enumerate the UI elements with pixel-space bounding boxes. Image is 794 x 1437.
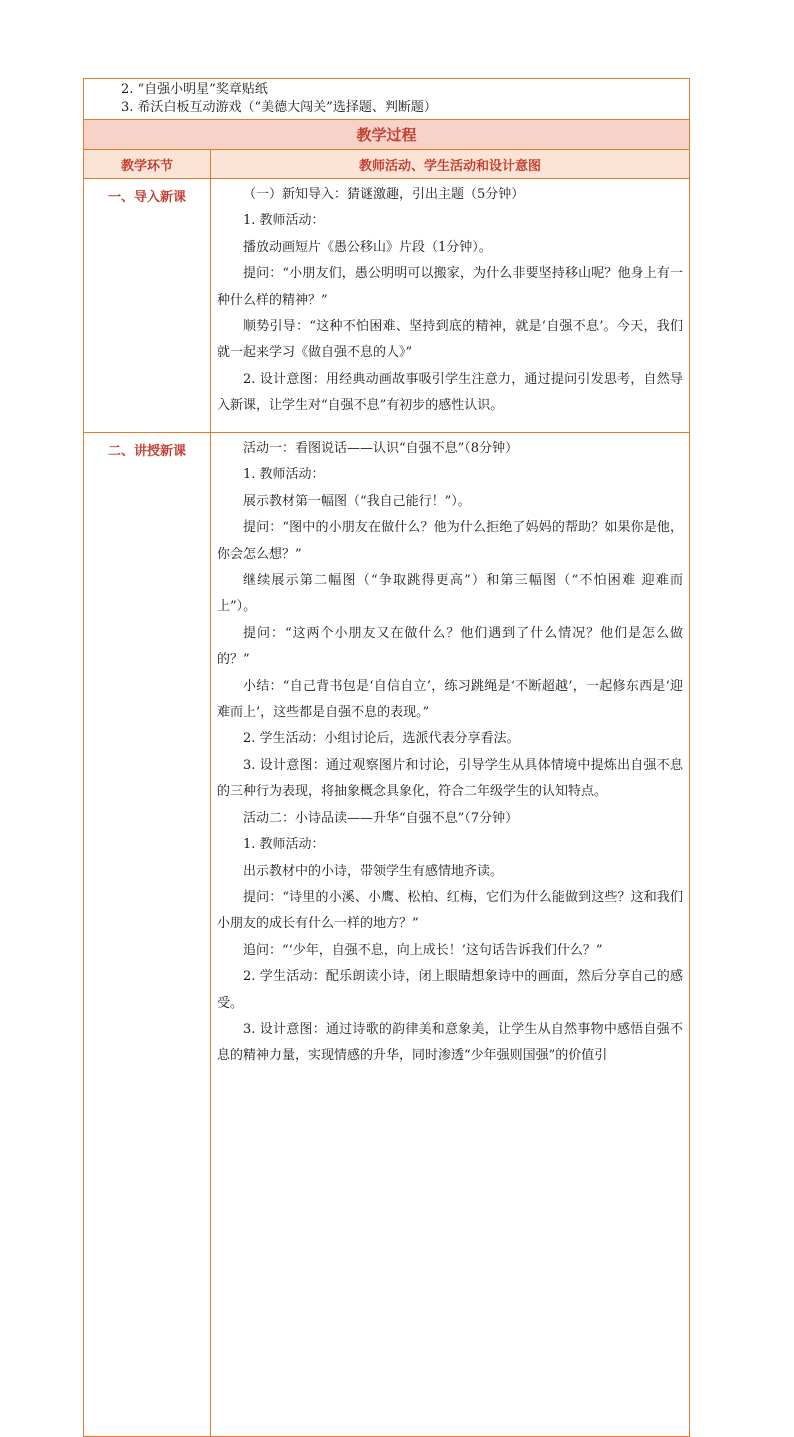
- stage-name: 二、讲授新课: [84, 433, 211, 1437]
- content-paragraph: 2. 学生活动：小组讨论后，选派代表分享看法。: [243, 731, 520, 747]
- content-paragraph: 追问：“‘少年，自强不息，向上成长！’这句话告诉我们什么？”: [243, 942, 603, 958]
- content-paragraph: 活动一：看图说话——认识“自强不息”（8分钟）: [243, 441, 519, 456]
- stage-content: [211, 179, 690, 433]
- stage-content: [211, 433, 690, 1437]
- content-paragraph: 2. 设计意图：用经典动画故事吸引学生注意力，通过提问引发思考，自然导入新课，让学生对“自强不息”有初步的感性认识。: [217, 371, 684, 414]
- content-paragraph: 提问：“诗里的小溪、小鹰、松柏、红梅，它们为什么能做到这些？这和我们小朋友的成长有什么一样的地方？”: [217, 889, 684, 932]
- content-paragraph: 小结：“自己背书包是‘自信自立’，练习跳绳是‘不断超越’，一起修东西是‘迎难而上’，这些都是自强不息的表现。”: [217, 678, 684, 721]
- content-paragraph: 提问：“这两个小朋友又在做什么？他们遇到了什么情况？他们是怎么做的？”: [217, 625, 684, 668]
- lesson-plan-table: [83, 78, 690, 1437]
- stage-row-new-lesson: [84, 433, 690, 1437]
- stage-column-header: 教学环节: [84, 150, 211, 179]
- content-paragraph: 3. 设计意图：通过观察图片和讨论，引导学生从具体情境中提炼出自强不息的三种行为表现，将抽象概念具象化，符合二年级学生的认知特点。: [217, 757, 684, 800]
- materials-cell: [84, 79, 690, 120]
- content-paragraph: 提问：“小朋友们，愚公明明可以搬家，为什么非要坚持移山呢？他身上有一种什么样的精神？”: [217, 266, 684, 308]
- content-paragraph: 活动二：小诗品读——升华“自强不息”（7分钟）: [243, 810, 519, 826]
- stage-row-intro: [84, 179, 690, 433]
- materials-row: [84, 79, 690, 120]
- content-paragraph: 播放动画短片《愚公移山》片段（1分钟）。: [243, 239, 492, 255]
- content-paragraph: 3. 设计意图：通过诗歌的韵律美和意象美，让学生从自然事物中感悟自强不息的精神力量，实现情感的升华，同时渗透“少年强则国强”的价值引: [217, 1021, 684, 1064]
- content-paragraph: 2. 学生活动：配乐朗读小诗，闭上眼睛想象诗中的画面，然后分享自己的感受。: [217, 969, 684, 1011]
- material-item: 2. “自强小明星”奖章贴纸: [121, 82, 268, 97]
- content-paragraph: 1. 教师活动：: [243, 837, 325, 853]
- content-paragraph: 出示教材中的小诗，带领学生有感情地齐读。: [243, 863, 504, 879]
- content-paragraph: 展示教材第一幅图（“我自己能行！”）。: [243, 493, 471, 509]
- material-item: 3. 希沃白板互动游戏（“美德大闯关”选择题、判断题）: [121, 100, 437, 115]
- content-paragraph: 1. 教师活动：: [243, 467, 325, 483]
- content-paragraph: （一）新知导入：猜谜激趣，引出主题（5分钟）: [243, 187, 525, 202]
- content-paragraph: 顺势引导：“这种不怕困难、坚持到底的精神，就是‘自强不息’。今天，我们就一起来学习《做自强不息的人》”: [217, 319, 684, 361]
- column-header-row: [84, 150, 690, 179]
- content-paragraph: 1. 教师活动：: [243, 213, 325, 229]
- content-column-header: 教师活动、学生活动和设计意图: [211, 150, 690, 179]
- section-title: 教学过程: [84, 120, 690, 150]
- content-paragraph: 提问：“图中的小朋友在做什么？他为什么拒绝了妈妈的帮助？如果你是他，你会怎么想？”: [217, 520, 684, 562]
- content-paragraph: 继续展示第二幅图（“争取跳得更高”）和第三幅图（“不怕困难 迎难而上”）。: [217, 573, 684, 615]
- stage-name: 一、导入新课: [84, 179, 211, 433]
- section-header-row: [84, 120, 690, 150]
